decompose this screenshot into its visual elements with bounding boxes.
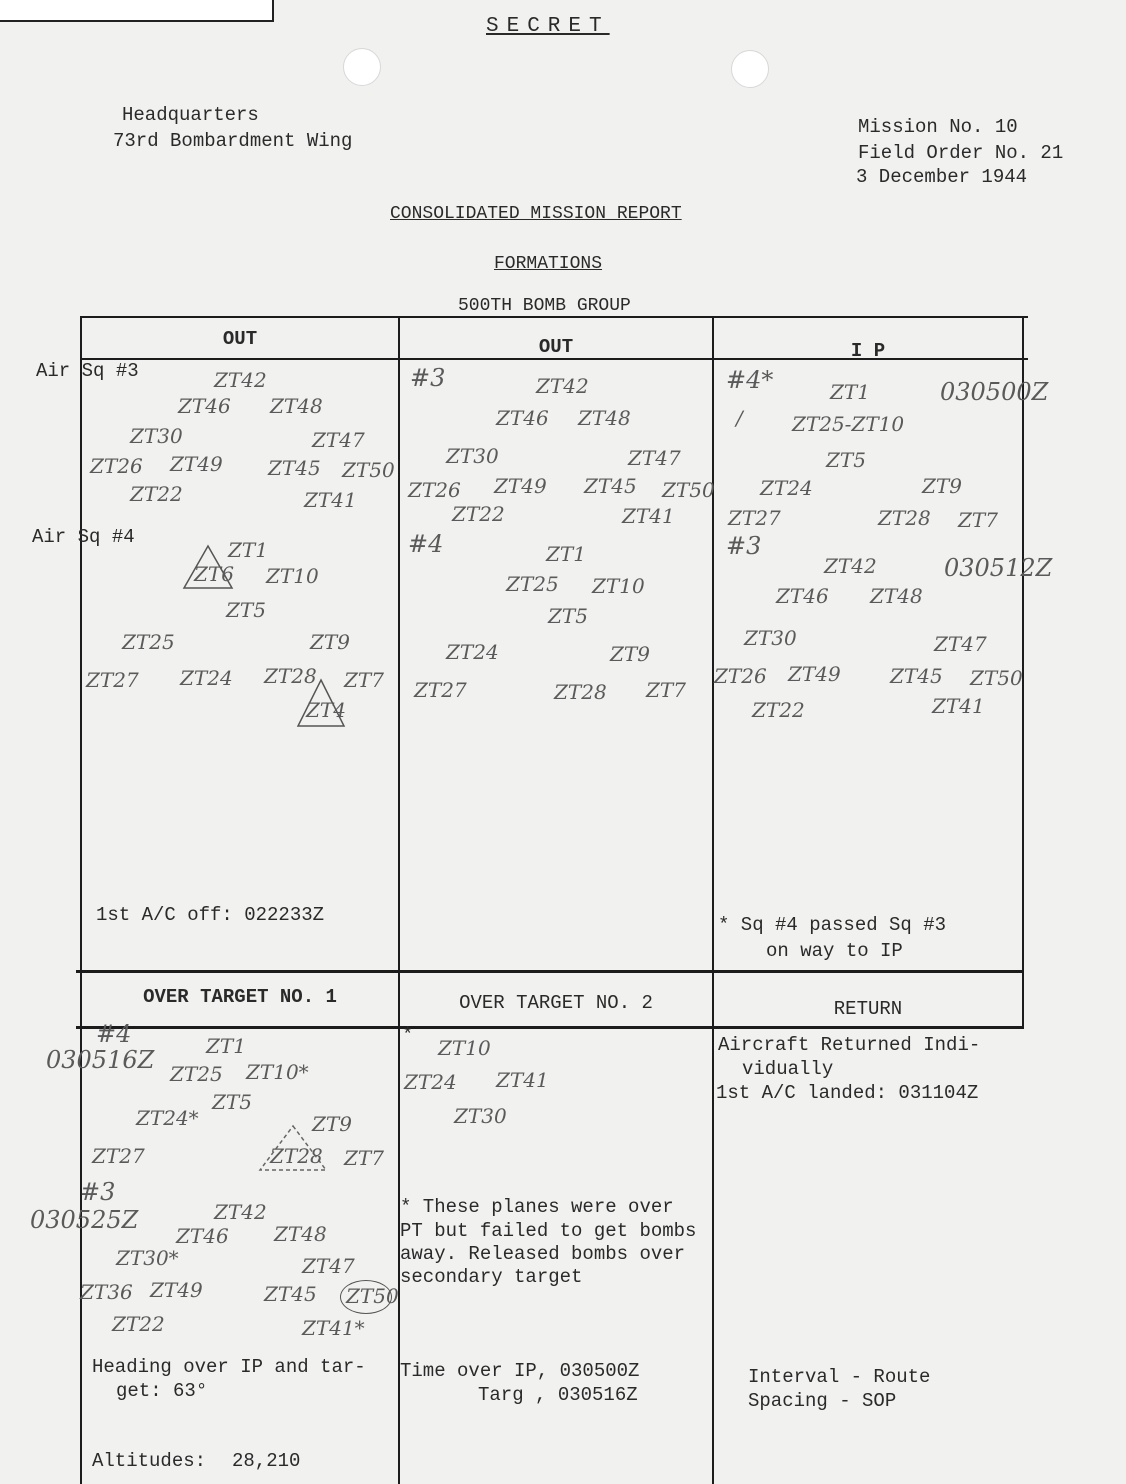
col-divider-1 xyxy=(398,316,400,1484)
aircraft-mark: ZT41* xyxy=(302,1316,365,1340)
aircraft-mark: ZT30 xyxy=(744,626,797,650)
col-header-out-1: OUT xyxy=(222,328,258,350)
aircraft-mark: ZT27 xyxy=(92,1144,145,1168)
target-time-sq3: 030525Z xyxy=(30,1206,139,1234)
squadron-label: #3 xyxy=(80,1178,116,1206)
aircraft-mark: ZT26 xyxy=(90,454,143,478)
aircraft-mark: ZT9 xyxy=(610,642,650,666)
aircraft-mark: ZT48 xyxy=(274,1222,327,1246)
aircraft-mark: ZT36 xyxy=(80,1280,133,1304)
aircraft-mark: ZT10 xyxy=(266,564,319,588)
aircraft-mark: ZT46 xyxy=(178,394,231,418)
aircraft-mark: ZT5 xyxy=(826,448,866,472)
aircraft-mark: ZT42 xyxy=(214,1200,267,1224)
aircraft-mark: ZT50 xyxy=(662,478,715,502)
first-aircraft-off: 1st A/C off: 022233Z xyxy=(96,904,325,926)
mid-border xyxy=(76,970,1022,973)
aircraft-mark: ZT1 xyxy=(206,1034,246,1058)
col-header-ip: I P xyxy=(850,340,886,362)
aircraft-mark: ZT22 xyxy=(452,502,505,526)
target-time-sq4: 030516Z xyxy=(46,1046,155,1074)
aircraft-mark: ZT30* xyxy=(116,1246,179,1270)
lower-header-border xyxy=(76,1026,1022,1029)
aircraft-mark: ZT7 xyxy=(344,668,384,692)
spacing-note: Spacing - SOP xyxy=(748,1390,897,1412)
punch-hole-left xyxy=(343,48,381,86)
col-header-return: RETURN xyxy=(833,998,903,1020)
report-title: CONSOLIDATED MISSION REPORT xyxy=(390,204,682,224)
aircraft-mark: ZT24 xyxy=(760,476,813,500)
pencil-tick: / xyxy=(736,406,743,430)
squadron-label: #4 xyxy=(408,530,444,558)
field-order-number: Field Order No. 21 xyxy=(858,142,1064,164)
aircraft-mark: ZT7 xyxy=(344,1146,384,1170)
aircraft-mark: ZT1 xyxy=(830,380,870,404)
aircraft-mark: ZT50 xyxy=(346,1284,399,1308)
aircraft-mark: ZT25 xyxy=(506,572,559,596)
target2-star: * xyxy=(402,1024,414,1046)
group-title: 500TH BOMB GROUP xyxy=(458,296,631,316)
aircraft-mark: ZT24* xyxy=(136,1106,199,1130)
aircraft-mark: ZT25 xyxy=(170,1062,223,1086)
aircraft-mark: ZT47 xyxy=(628,446,681,470)
col-header-target-1: OVER TARGET NO. 1 xyxy=(143,986,337,1008)
aircraft-mark: ZT47 xyxy=(312,428,365,452)
time-over-target: Targ , 030516Z xyxy=(478,1384,638,1406)
aircraft-mark: ZT22 xyxy=(130,482,183,506)
org-headquarters: Headquarters xyxy=(122,104,259,126)
table-top-border xyxy=(82,316,1028,318)
squadron-label: #3 xyxy=(410,364,446,392)
aircraft-mark: ZT46 xyxy=(496,406,549,430)
aircraft-mark: ZT49 xyxy=(788,662,841,686)
time-over-ip: Time over IP, 030500Z xyxy=(400,1360,640,1382)
aircraft-mark: ZT49 xyxy=(150,1278,203,1302)
aircraft-mark: ZT48 xyxy=(578,406,631,430)
interval-note: Interval - Route xyxy=(748,1366,931,1388)
aircraft-mark: ZT7 xyxy=(958,508,998,532)
aircraft-mark: ZT48 xyxy=(270,394,323,418)
aircraft-mark: ZT45 xyxy=(264,1282,317,1306)
aircraft-mark: ZT28 xyxy=(554,680,607,704)
aircraft-mark: ZT22 xyxy=(752,698,805,722)
return-line1: Aircraft Returned Indi- xyxy=(718,1034,981,1056)
target2-note-line3: away. Released bombs over xyxy=(400,1243,686,1265)
aircraft-mark: ZT9 xyxy=(922,474,962,498)
aircraft-mark: ZT47 xyxy=(934,632,987,656)
aircraft-mark: ZT5 xyxy=(212,1090,252,1114)
aircraft-mark: ZT46 xyxy=(176,1224,229,1248)
aircraft-mark: ZT24 xyxy=(446,640,499,664)
aircraft-mark: ZT42 xyxy=(214,368,267,392)
aircraft-mark: ZT41 xyxy=(932,694,985,718)
aircraft-mark: ZT5 xyxy=(226,598,266,622)
aircraft-mark: ZT10 xyxy=(592,574,645,598)
aircraft-mark: ZT10* xyxy=(246,1060,309,1084)
ip-note-line1: * Sq #4 passed Sq #3 xyxy=(718,914,947,936)
aircraft-mark: ZT45 xyxy=(584,474,637,498)
ip-time-sq4: 030500Z xyxy=(940,378,1049,406)
aircraft-mark: ZT26 xyxy=(408,478,461,502)
altitudes-value: 28,210 xyxy=(232,1450,301,1472)
aircraft-mark: ZT1 xyxy=(228,538,268,562)
aircraft-mark: ZT10 xyxy=(438,1036,491,1060)
aircraft-mark: ZT24 xyxy=(180,666,233,690)
squadron-label: #3 xyxy=(726,532,762,560)
col-header-target-2: OVER TARGET NO. 2 xyxy=(459,992,653,1014)
aircraft-mark: ZT30 xyxy=(454,1104,507,1128)
aircraft-mark: ZT30 xyxy=(446,444,499,468)
aircraft-mark: ZT47 xyxy=(302,1254,355,1278)
aircraft-mark: ZT27 xyxy=(86,668,139,692)
table-left-border xyxy=(80,316,82,1484)
aircraft-mark: ZT9 xyxy=(310,630,350,654)
squadron-label: #4 xyxy=(96,1020,132,1048)
mission-number: Mission No. 10 xyxy=(858,116,1018,138)
aircraft-mark: ZT28 xyxy=(878,506,931,530)
target2-note-line1: * These planes were over xyxy=(400,1196,674,1218)
aircraft-mark: ZT50 xyxy=(342,458,395,482)
row-label-sq4: Air Sq #4 xyxy=(32,526,135,548)
squadron-label: #4* xyxy=(726,366,774,394)
aircraft-mark: ZT45 xyxy=(890,664,943,688)
aircraft-mark: ZT24 xyxy=(404,1070,457,1094)
aircraft-mark: ZT27 xyxy=(414,678,467,702)
aircraft-mark: ZT1 xyxy=(546,542,586,566)
row-label-sq3: Air Sq #3 xyxy=(36,360,139,382)
report-date: 3 December 1944 xyxy=(856,166,1028,188)
ip-time-sq3: 030512Z xyxy=(944,554,1053,582)
aircraft-mark: ZT7 xyxy=(646,678,686,702)
aircraft-mark: ZT48 xyxy=(870,584,923,608)
return-line3: 1st A/C landed: 031104Z xyxy=(716,1082,979,1104)
altitudes-label: Altitudes: xyxy=(92,1450,207,1472)
aircraft-mark: ZT26 xyxy=(714,664,767,688)
aircraft-mark: ZT28 xyxy=(270,1144,323,1168)
heading-line1: Heading over IP and tar- xyxy=(92,1356,366,1378)
target2-note-line4: secondary target xyxy=(400,1266,583,1288)
aircraft-mark: ZT41 xyxy=(496,1068,549,1092)
aircraft-mark: ZT25-ZT10 xyxy=(792,412,905,436)
aircraft-mark: ZT30 xyxy=(130,424,183,448)
aircraft-mark: ZT22 xyxy=(112,1312,165,1336)
aircraft-mark: ZT41 xyxy=(622,504,675,528)
aircraft-mark: ZT27 xyxy=(728,506,781,530)
aircraft-mark: ZT4 xyxy=(306,698,346,722)
col-header-out-2: OUT xyxy=(538,336,574,358)
aircraft-mark: ZT6 xyxy=(194,562,234,586)
aircraft-mark: ZT28 xyxy=(264,664,317,688)
aircraft-mark: ZT46 xyxy=(776,584,829,608)
corner-tape-label xyxy=(0,0,274,22)
ip-note-line2: on way to IP xyxy=(766,940,903,962)
aircraft-mark: ZT42 xyxy=(824,554,877,578)
punch-hole-right xyxy=(731,50,769,88)
aircraft-mark: ZT45 xyxy=(268,456,321,480)
aircraft-mark: ZT42 xyxy=(536,374,589,398)
aircraft-mark: ZT50 xyxy=(970,666,1023,690)
aircraft-mark: ZT25 xyxy=(122,630,175,654)
heading-line2: get: 63° xyxy=(116,1380,208,1402)
section-title: FORMATIONS xyxy=(494,254,603,274)
aircraft-mark: ZT9 xyxy=(312,1112,352,1136)
org-wing: 73rd Bombardment Wing xyxy=(113,130,353,152)
return-line2: vidually xyxy=(742,1058,834,1080)
aircraft-mark: ZT49 xyxy=(494,474,547,498)
aircraft-mark: ZT5 xyxy=(548,604,588,628)
target2-note-line2: PT but failed to get bombs xyxy=(400,1220,697,1242)
aircraft-mark: ZT41 xyxy=(304,488,357,512)
classification-stamp: SECRET xyxy=(486,15,610,38)
aircraft-mark: ZT49 xyxy=(170,452,223,476)
